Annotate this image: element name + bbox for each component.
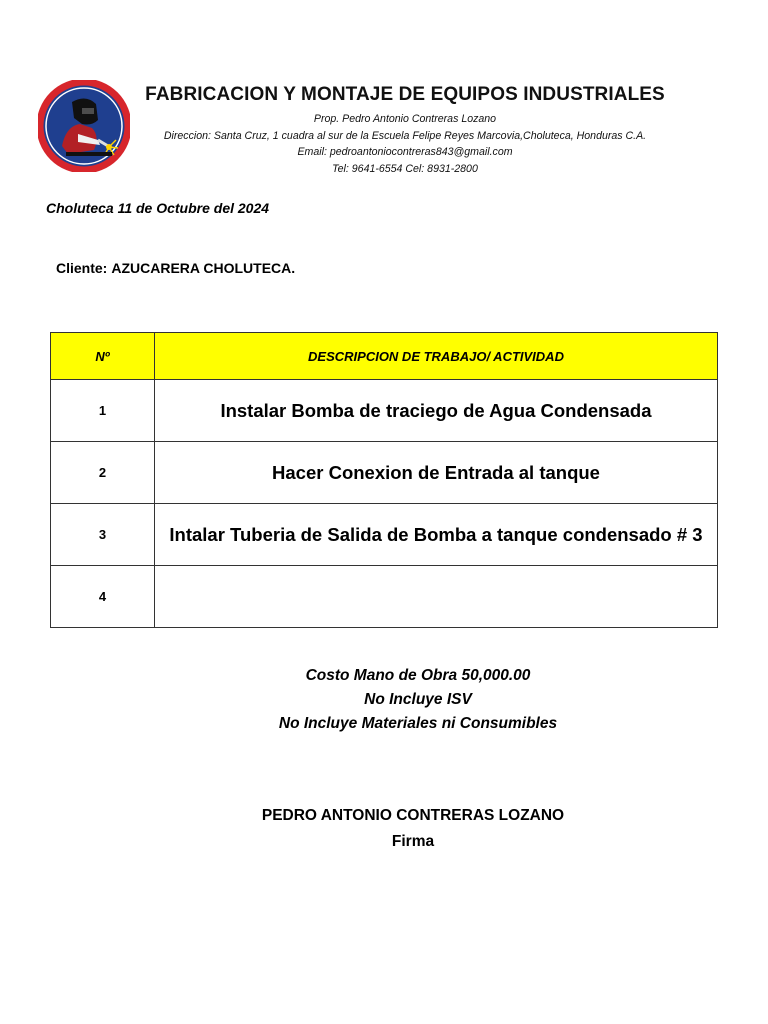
signature-label: Firma [391, 833, 435, 850]
table-row [51, 504, 718, 566]
row-description: Instalar Bomba de traciego de Agua Condensada [155, 380, 718, 442]
row-description: Intalar Tuberia de Salida de Bomba a tanque condensado # 3 [155, 504, 718, 566]
row-number: 2 [51, 442, 155, 504]
letterhead [140, 84, 670, 177]
client-label: Cliente: [56, 260, 108, 276]
pricing-notes [168, 664, 668, 736]
company-name: FABRICACION Y MONTAJE DE EQUIPOS INDUSTRIALES [145, 84, 665, 105]
signer-name: PEDRO ANTONIO CONTRERAS LOZANO [261, 807, 565, 824]
work-table [50, 332, 718, 628]
table-row [51, 566, 718, 628]
welder-logo-icon [38, 80, 130, 172]
row-description: Hacer Conexion de Entrada al tanque [155, 442, 718, 504]
row-number: 1 [51, 380, 155, 442]
row-number: 4 [51, 566, 155, 628]
table-row [51, 442, 718, 504]
header-description: DESCRIPCION DE TRABAJO/ ACTIVIDAD [155, 333, 718, 380]
client-line [56, 260, 295, 276]
row-description [155, 566, 718, 628]
email-line: Email: pedroantoniocontreras843@gmail.com [297, 146, 513, 158]
table-row [51, 380, 718, 442]
header-number: Nº [51, 333, 155, 380]
materials-note: No Incluye Materiales ni Consumibles [278, 715, 558, 732]
table-header-row [51, 333, 718, 380]
labor-cost-note: Costo Mano de Obra 50,000.00 [305, 667, 531, 684]
address-line: Direccion: Santa Cruz, 1 cuadra al sur de la Escuela Felipe Reyes Marcovia,Choluteca, Honduras C.A. [163, 129, 647, 142]
signature-block [163, 803, 663, 855]
owner-line: Prop. Pedro Antonio Contreras Lozano [313, 113, 497, 125]
row-number: 3 [51, 504, 155, 566]
city-date: Choluteca 11 de Octubre del 2024 [46, 200, 270, 216]
client-name: AZUCARERA CHOLUTECA. [111, 260, 296, 276]
tax-note: No Incluye ISV [364, 691, 472, 708]
phone-line: Tel: 9641-6554 Cel: 8931-2800 [332, 162, 478, 175]
